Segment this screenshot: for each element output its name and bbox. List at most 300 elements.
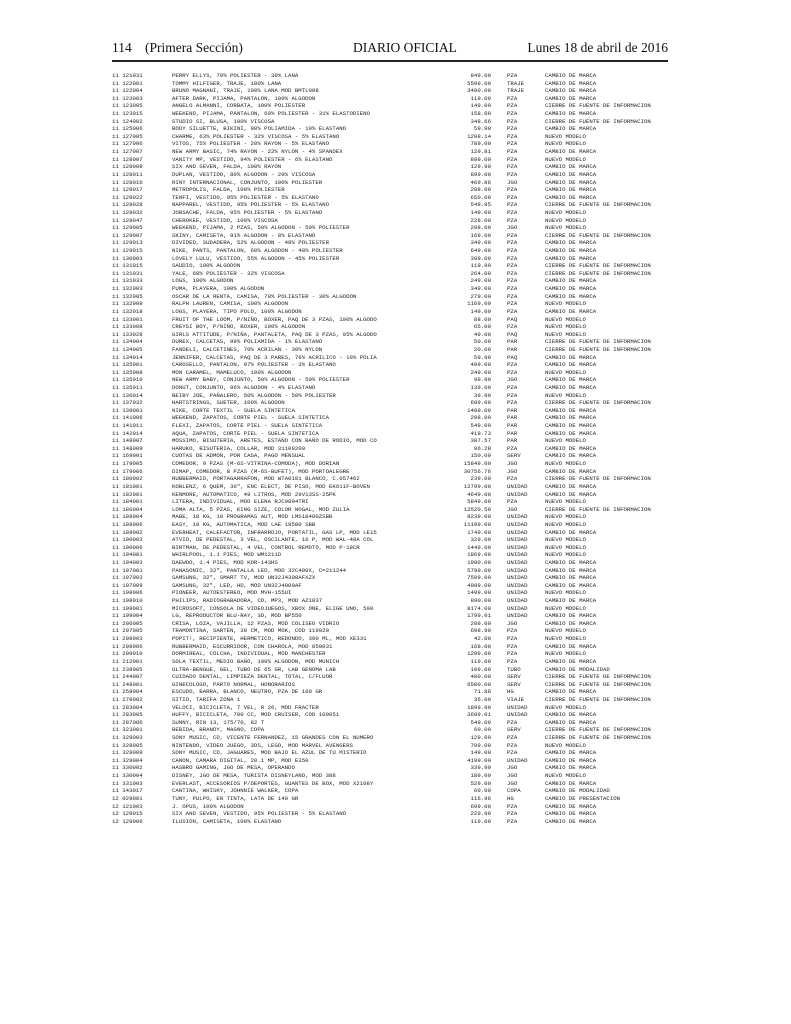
item-note: CIERRE DE FUENTE DE INFORMACION xyxy=(545,475,651,483)
item-note: CAMBIO DE MARCA xyxy=(545,802,597,810)
item-note: NUEVO MODELO xyxy=(545,498,586,506)
table-row xyxy=(112,300,672,308)
item-code: 11 194003 xyxy=(112,559,143,566)
table-row xyxy=(112,422,672,430)
item-price: 12799.00 xyxy=(463,482,491,490)
item-note: CIERRE DE FUENTE DE INFORMACION xyxy=(545,680,651,688)
item-code: 11 121031 xyxy=(112,72,143,79)
item-code: 11 131031 xyxy=(112,269,143,277)
item-unit: PZA xyxy=(507,307,518,315)
table-row xyxy=(112,331,672,339)
item-price: 549.00 xyxy=(470,422,491,430)
item-description: TUNY, PULPO, EN TINTA, LATA DE 140 GR xyxy=(172,794,299,802)
table-row xyxy=(112,308,672,316)
item-code: 11 194001 xyxy=(112,551,143,559)
table-row xyxy=(112,536,672,544)
table-row xyxy=(112,757,672,765)
item-description: EASY, 19 KG, AUTOMATICA, MOD LAE 19500 SBB xyxy=(172,520,316,528)
item-description: LOVELY LULU, VESTIDO, 55% ALGODON - 45% POLIESTER xyxy=(172,254,340,262)
item-description: SAUDIO, 100% ALGODON xyxy=(172,262,241,270)
item-unit: PZA xyxy=(507,231,518,239)
item-description: STUDIO SI, BLUSA, 100% VISCOSA xyxy=(172,117,275,125)
item-price: 699.00 xyxy=(470,399,491,407)
item-description: MICROSOFT, CONSOLA DE VIDEOJUEGOS, XBOX ONE, ELIGE UNO, 500 xyxy=(172,604,374,612)
item-description: LITERA, INDIVIDUAL, MOD ELENA RJC9894TRI xyxy=(172,498,309,506)
item-code: 11 343017 xyxy=(112,787,143,795)
item-unit: HG xyxy=(507,688,514,696)
item-description: J. OPUS, 100% ALGODON xyxy=(172,802,244,810)
item-description: YALE, 68% POLIESTER - 32% VISCOSA xyxy=(172,269,285,277)
item-description: DUREX, CALCETAS, 99% POLIAMIDA - 1% ELASTANO xyxy=(172,338,323,346)
item-note: CAMBIO DE MARCA xyxy=(545,163,597,171)
item-note: CAMBIO DE MARCA xyxy=(545,581,597,589)
item-description: BIRTMAN, DE PEDESTAL, 4 VEL, CONTROL REMOTO, MOD P-18CR xyxy=(172,543,360,551)
item-price: 649.00 xyxy=(470,247,491,255)
table-row xyxy=(112,270,672,278)
item-description: SITIO, TARIFA ZONA 1 xyxy=(172,695,241,703)
item-note: CIERRE DE FUENTE DE INFORMACION xyxy=(545,262,651,270)
item-price: 20.00 xyxy=(473,345,491,353)
item-note: CAMBIO DE MARCA xyxy=(545,810,597,818)
item-description: BEIBY JOE, PAÑALERO, 50% ALGODON - 50% POLIESTER xyxy=(172,391,336,399)
table-row xyxy=(112,239,672,247)
table-row xyxy=(112,437,672,445)
item-description: LOMA ALTA, 5 PZAS, KING SIZE, COLOR NOGAL, MOD ZULIA xyxy=(172,505,350,513)
table-row xyxy=(112,475,672,483)
item-price: 698.99 xyxy=(470,627,491,635)
item-note: CAMBIO DE MARCA xyxy=(545,353,597,361)
item-description: BEBIDA, BRANDY, MAGNO, COPA xyxy=(172,726,265,734)
item-note: CAMBIO DE MARCA xyxy=(545,178,597,186)
item-note: CAMBIO DE MARCA xyxy=(545,657,597,665)
item-unit: PAQ xyxy=(507,315,518,323)
table-row xyxy=(112,285,672,293)
table-row xyxy=(112,711,672,719)
item-unit: PZA xyxy=(507,125,518,133)
item-note: CAMBIO DE MARCA xyxy=(545,718,597,726)
table-row xyxy=(112,277,672,285)
item-code: 11 137032 xyxy=(112,399,143,407)
item-price: 1869.00 xyxy=(467,551,491,559)
table-row xyxy=(112,544,672,552)
item-description: PIONEER, AUTOESTEREO, MOD MVH-155UI xyxy=(172,589,292,597)
item-price: 529.00 xyxy=(470,779,491,787)
item-price: 168.00 xyxy=(470,642,491,650)
item-price: 150.00 xyxy=(470,452,491,460)
item-unit: PZA xyxy=(507,201,518,209)
item-description: BODY SILUETTE, BIKINI, 90% POLIAMIDA - 10% ELASTANO xyxy=(172,125,347,133)
item-description: LOGS, 100% ALGODON xyxy=(172,277,234,285)
item-unit: PZA xyxy=(507,391,518,399)
item-code: 12 029001 xyxy=(112,794,143,802)
item-note: CAMBIO DE MARCA xyxy=(545,125,597,133)
item-note: CIERRE DE FUENTE DE INFORMACION xyxy=(545,338,651,346)
item-note: CIERRE DE FUENTE DE INFORMACION xyxy=(545,505,651,513)
item-note: CAMBIO DE MARCA xyxy=(545,467,597,475)
item-unit: PZA xyxy=(507,216,518,224)
item-price: 119.00 xyxy=(470,817,491,825)
item-unit: JGO xyxy=(507,224,518,232)
table-row xyxy=(112,635,672,643)
item-price: 99.90 xyxy=(473,376,491,384)
item-note: NUEVO MODELO xyxy=(545,216,586,224)
item-description: RUBBERMAID, PORTAGARRAFON, MOD WTA0101 BLANCO, C.057462 xyxy=(172,475,360,483)
item-unit: PAR xyxy=(507,345,518,353)
item-description: HARTSTRINGS, SUETER, 100% ALGODON xyxy=(172,399,285,407)
item-price: 387.57 xyxy=(470,437,491,445)
table-row xyxy=(112,201,672,209)
item-note: NUEVO MODELO xyxy=(545,543,586,551)
item-code: 11 208003 xyxy=(112,635,143,643)
item-description: CRISA, LOZA, VAJILLA, 12 PZAS, MOD COLISEO VIDRIO xyxy=(172,619,340,627)
item-description: WEEKEND, PIJAMA, 2 PZAS, 50% ALGODON - 50% POLIESTER xyxy=(172,224,350,232)
table-row xyxy=(112,734,672,742)
item-unit: PZA xyxy=(507,262,518,270)
item-description: RALPH LAUREN, CAMISA, 100% ALGODON xyxy=(172,300,289,308)
item-unit: PZA xyxy=(507,277,518,285)
item-price: 499.00 xyxy=(470,361,491,369)
item-note: NUEVO MODELO xyxy=(545,155,586,163)
item-code: 11 132005 xyxy=(112,292,143,300)
item-note: NUEVO MODELO xyxy=(545,140,586,148)
item-note: CAMBIO DE MODALIDAD xyxy=(545,665,610,673)
table-row xyxy=(112,803,672,811)
table-row xyxy=(112,582,672,590)
item-price: 119.00 xyxy=(470,94,491,102)
item-unit: TRAJE xyxy=(507,87,525,95)
item-code: 11 128017 xyxy=(112,186,143,194)
item-unit: PZA xyxy=(507,285,518,293)
item-code: 11 287006 xyxy=(112,718,143,726)
item-code: 11 330004 xyxy=(112,772,143,780)
item-note: NUEVO MODELO xyxy=(545,627,586,635)
item-code: 11 131015 xyxy=(112,262,143,270)
item-description: VELOCI, BICICLETA, 7 VEL, R 26, MOD FRACTER xyxy=(172,703,319,711)
item-note: NUEVO MODELO xyxy=(545,650,586,658)
item-unit: PZA xyxy=(507,193,518,201)
item-code: 11 197009 xyxy=(112,581,143,589)
table-row xyxy=(112,726,672,734)
item-note: CIERRE DE FUENTE DE INFORMACION xyxy=(545,201,651,209)
item-code: 11 133028 xyxy=(112,330,143,338)
item-price: 650.00 xyxy=(470,193,491,201)
item-unit: JGO xyxy=(507,772,518,780)
item-price: 139.00 xyxy=(470,383,491,391)
item-description: DONUT, CONJUNTO, 96% ALGODON - 4% ELASTANO xyxy=(172,383,316,391)
item-code: 11 133008 xyxy=(112,323,143,331)
item-unit: UNIDAD xyxy=(507,559,528,566)
item-note: CAMBIO DE MARCA xyxy=(545,148,597,156)
item-note: CAMBIO DE MARCA xyxy=(545,72,597,79)
item-unit: PZA xyxy=(507,627,518,635)
item-note: CAMBIO DE MARCA xyxy=(545,444,597,452)
item-code: 11 328009 xyxy=(112,749,143,757)
item-price: 1449.00 xyxy=(467,543,491,551)
table-row xyxy=(112,338,672,346)
item-note: CIERRE DE FUENTE DE INFORMACION xyxy=(545,102,651,110)
table-row xyxy=(112,323,672,331)
item-price: 1169.00 xyxy=(467,300,491,308)
item-unit: PZA xyxy=(507,254,518,262)
item-unit: JGO xyxy=(507,460,518,468)
item-note: NUEVO MODELO xyxy=(545,391,586,399)
item-description: PHILIPS, RADIOGRABADORA, CD, MP3, MOD AZ1837 xyxy=(172,597,323,605)
table-row xyxy=(112,392,672,400)
item-code: 11 148009 xyxy=(112,444,143,452)
item-note: NUEVO MODELO xyxy=(545,551,586,559)
table-row xyxy=(112,468,672,476)
item-code: 11 190003 xyxy=(112,536,143,544)
item-description: TOMMY HILFIGER, TRAJE, 100% LANA xyxy=(172,79,282,87)
item-note: CAMBIO DE MARCA xyxy=(545,566,597,574)
item-note: CAMBIO DE MARCA xyxy=(545,612,597,620)
item-price: 348.66 xyxy=(470,117,491,125)
table-row xyxy=(112,681,672,689)
item-description: PERRY ELLYS, 70% POLIESTER - 30% LANA xyxy=(172,72,299,79)
item-code: 11 323001 xyxy=(112,726,143,734)
item-price: 59.90 xyxy=(473,353,491,361)
section-label: (Primera Sección) xyxy=(145,40,243,55)
item-description: COMEDOR, 9 PZAS (M-6S-VITRINA-COMODA), MOD DORIAN xyxy=(172,460,340,468)
item-unit: UNIDAD xyxy=(507,520,528,528)
item-code: 12 128015 xyxy=(112,810,143,818)
item-description: POPIT!, RECIPIENTE, HERMETICO, REDONDO, 390 ML, MOD XE331 xyxy=(172,635,367,643)
item-code: 11 182001 xyxy=(112,490,143,498)
item-unit: TRAJE xyxy=(507,79,525,87)
table-row xyxy=(112,80,672,88)
item-unit: PZA xyxy=(507,498,518,506)
table-row xyxy=(112,513,672,521)
item-unit: SERV xyxy=(507,680,521,688)
table-row xyxy=(112,384,672,392)
item-unit: PZA xyxy=(507,642,518,650)
item-unit: VIAJE xyxy=(507,695,525,703)
table-row xyxy=(112,369,672,377)
table-row xyxy=(112,156,672,164)
table-row xyxy=(112,574,672,582)
table-row xyxy=(112,125,672,133)
item-description: SONY MUSIC, CD, VICENTE FERNANDEZ, 15 GRANDES CON EL NUMERO xyxy=(172,734,374,742)
table-row xyxy=(112,110,672,118)
item-code: 11 135010 xyxy=(112,376,143,384)
item-description: BRUNO MAGNANI, TRAJE, 100% LANA MOD BMTL008 xyxy=(172,87,319,95)
item-code: 11 129005 xyxy=(112,224,143,232)
item-description: HASBRO GAMING, JGO DE MESA, OPERANDO xyxy=(172,764,295,772)
item-code: 11 134004 xyxy=(112,338,143,346)
item-code: 11 132009 xyxy=(112,300,143,308)
item-price: 189.00 xyxy=(470,772,491,780)
item-note: CAMBIO DE MARCA xyxy=(545,482,597,490)
item-price: 65.00 xyxy=(473,323,491,331)
table-row xyxy=(112,217,672,225)
item-code: 11 123005 xyxy=(112,102,143,110)
item-price: 129.81 xyxy=(470,148,491,156)
item-code: 11 128022 xyxy=(112,193,143,201)
table-row xyxy=(112,87,672,95)
item-unit: PZA xyxy=(507,117,518,125)
item-code: 11 127007 xyxy=(112,148,143,156)
item-unit: TUBO xyxy=(507,665,521,673)
item-note: CAMBIO DE MARCA xyxy=(545,619,597,627)
table-row xyxy=(112,209,672,217)
item-price: 699.00 xyxy=(470,802,491,810)
item-unit: PZA xyxy=(507,810,518,818)
item-note: NUEVO MODELO xyxy=(545,635,586,643)
item-note: CAMBIO DE MARCA xyxy=(545,247,597,255)
table-row xyxy=(112,688,672,696)
item-unit: UNIDAD xyxy=(507,589,528,597)
item-description: MOSSIMO, BISUTERIA, ARETES, ESTAÑO CON BAÑO DE RODIO, MOD CO xyxy=(172,437,377,445)
item-price: 4649.00 xyxy=(467,490,491,498)
item-unit: PZA xyxy=(507,110,518,118)
item-code: 11 141011 xyxy=(112,422,143,430)
item-code: 11 258004 xyxy=(112,688,143,696)
item-price: 469.86 xyxy=(470,178,491,186)
item-unit: UNIDAD xyxy=(507,551,528,559)
item-description: CREYSI BOY, P/NIÑO, BOXER, 100% ALGODON xyxy=(172,323,306,331)
item-note: CAMBIO DE MARCA xyxy=(545,688,597,696)
item-price: 149.00 xyxy=(470,208,491,216)
item-price: 109.00 xyxy=(470,665,491,673)
item-price: 279.00 xyxy=(470,292,491,300)
item-unit: JGO xyxy=(507,467,518,475)
item-unit: PZA xyxy=(507,444,518,452)
item-code: 11 330002 xyxy=(112,764,143,772)
item-unit: UNIDAD xyxy=(507,536,528,544)
table-row xyxy=(112,118,672,126)
table-row xyxy=(112,194,672,202)
item-unit: PAQ xyxy=(507,353,518,361)
item-unit: JGO xyxy=(507,779,518,787)
table-row xyxy=(112,795,672,803)
table-row xyxy=(112,605,672,613)
table-row xyxy=(112,102,672,110)
item-description: NIKE, CORTE TEXTIL - SUELA SINTETICA xyxy=(172,406,295,414)
item-price: 6500.00 xyxy=(467,680,491,688)
table-row xyxy=(112,224,672,232)
publication-date: Lunes 18 de abril de 2016 xyxy=(527,40,668,55)
item-code: 11 188004 xyxy=(112,513,143,521)
item-code: 11 129015 xyxy=(112,247,143,255)
item-description: HUFFY, BICICLETA, 700 CC, MOD CRUISER, COD 100051 xyxy=(172,711,340,719)
table-row xyxy=(112,749,672,757)
item-price: 60.00 xyxy=(473,726,491,734)
table-row xyxy=(112,521,672,529)
table-row xyxy=(112,673,672,681)
item-price: 5599.00 xyxy=(467,79,491,87)
item-note: CAMBIO DE MARCA xyxy=(545,94,597,102)
item-code: 11 212001 xyxy=(112,657,143,665)
item-unit: PZA xyxy=(507,741,518,749)
item-unit: UNIDAD xyxy=(507,528,528,536)
item-code: 11 189002 xyxy=(112,528,143,536)
item-price: 3490.00 xyxy=(467,87,491,95)
item-code: 11 134014 xyxy=(112,353,143,361)
item-code: 11 128028 xyxy=(112,201,143,209)
item-price: 88.00 xyxy=(473,315,491,323)
item-unit: UNIDAD xyxy=(507,756,528,764)
item-price: 329.00 xyxy=(470,536,491,544)
item-note: NUEVO MODELO xyxy=(545,315,586,323)
item-unit: PAR xyxy=(507,437,518,445)
table-row xyxy=(112,376,672,384)
item-code: 11 132003 xyxy=(112,285,143,293)
item-unit: UNIDAD xyxy=(507,703,528,711)
item-code: 11 128032 xyxy=(112,208,143,216)
table-row xyxy=(112,179,672,187)
item-unit: PZA xyxy=(507,148,518,156)
table-row xyxy=(112,567,672,575)
item-code: 12 129006 xyxy=(112,817,143,825)
item-description: NIKE, PANTS, PANTALON, 60% ALGODON - 40% POLIESTER xyxy=(172,247,343,255)
item-code: 11 129013 xyxy=(112,239,143,247)
item-code: 11 127006 xyxy=(112,140,143,148)
item-unit: PAR xyxy=(507,338,518,346)
table-row xyxy=(112,163,672,171)
item-description: DAEWOO, 1.4 PIES, MOD KOR-143HS xyxy=(172,559,278,566)
item-unit: PZA xyxy=(507,208,518,216)
item-note: NUEVO MODELO xyxy=(545,224,586,232)
table-row xyxy=(112,361,672,369)
item-price: 1749.00 xyxy=(467,528,491,536)
item-unit: PAR xyxy=(507,406,518,414)
table-row xyxy=(112,620,672,628)
item-price: 59.90 xyxy=(473,125,491,133)
item-unit: PZA xyxy=(507,292,518,300)
item-description: MON CARAMEL, MAMELUCO, 100% ALGODON xyxy=(172,368,292,376)
item-price: 129.00 xyxy=(470,734,491,742)
item-unit: PAR xyxy=(507,414,518,422)
item-note: NUEVO MODELO xyxy=(545,536,586,544)
item-description: AQUA, ZAPATOS, CORTE PIEL - SUELA SINTETICA xyxy=(172,429,319,437)
item-code: 11 206005 xyxy=(112,619,143,627)
item-note: CAMBIO DE MARCA xyxy=(545,361,597,369)
table-row xyxy=(112,293,672,301)
item-note: NUEVO MODELO xyxy=(545,741,586,749)
table-row xyxy=(112,354,672,362)
item-code: 11 129007 xyxy=(112,231,143,239)
item-price: 4999.00 xyxy=(467,581,491,589)
item-note: NUEVO MODELO xyxy=(545,513,586,521)
item-unit: JGO xyxy=(507,764,518,772)
item-unit: PZA xyxy=(507,383,518,391)
item-price: 39.90 xyxy=(473,391,491,399)
table-row xyxy=(112,719,672,727)
item-unit: UNIDAD xyxy=(507,612,528,620)
item-price: 1499.00 xyxy=(467,406,491,414)
item-note: CIERRE DE FUENTE DE INFORMACION xyxy=(545,399,651,407)
item-description: ATVIO, DE PEDESTAL, 3 VEL, OSCILANTE, 16 P, MOD WAL-40A COL xyxy=(172,536,374,544)
table-row xyxy=(112,696,672,704)
item-code: 11 207005 xyxy=(112,627,143,635)
page-number: 114 xyxy=(112,40,132,55)
item-note: CAMBIO DE MARCA xyxy=(545,285,597,293)
table-row xyxy=(112,247,672,255)
item-code: 11 244007 xyxy=(112,673,143,681)
item-unit: PZA xyxy=(507,239,518,247)
item-note: NUEVO MODELO xyxy=(545,132,586,140)
item-note: CAMBIO DE MARCA xyxy=(545,817,597,825)
item-note: CAMBIO DE MARCA xyxy=(545,186,597,194)
item-description: VITOS, 75% POLIESTER - 20% RAYON - 5% ELASTANO xyxy=(172,140,330,148)
item-price: 239.00 xyxy=(470,475,491,483)
item-unit: UNIDAD xyxy=(507,604,528,612)
item-unit: UNIDAD xyxy=(507,482,528,490)
item-code: 11 198006 xyxy=(112,589,143,597)
item-note: CAMBIO DE MARCA xyxy=(545,642,597,650)
item-price: 4199.00 xyxy=(467,756,491,764)
item-unit: HG xyxy=(507,794,514,802)
